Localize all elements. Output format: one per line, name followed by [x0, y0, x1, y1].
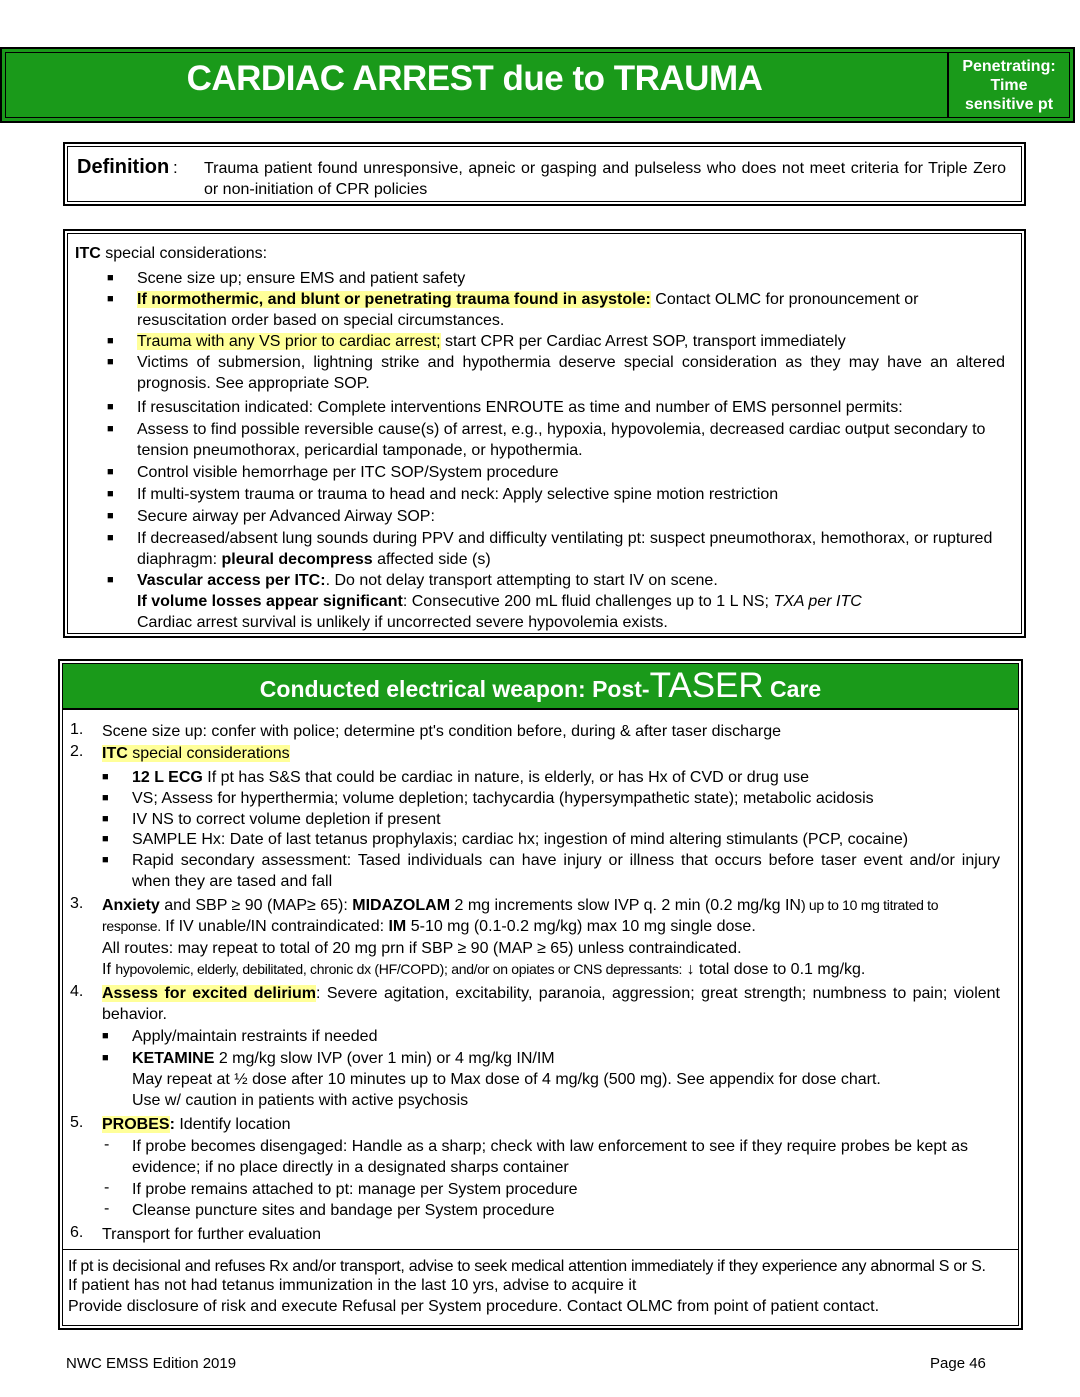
- taser-step-3-l4-b: ↓ total dose to 0.1 mg/kg.: [682, 961, 866, 978]
- taser-step-3-b: 2 mg increments slow IVP q. 2 min (0.2 mg/kg IN: [450, 897, 801, 914]
- probe-item-1: If probe becomes disengaged: Handle as a sharp; check with law enforcement to see if they require probes be kept as evidence; if no place directly in a designated sharps container: [132, 1138, 969, 1176]
- probes-rest: Identify location: [174, 1116, 291, 1133]
- itc-item-11-rest: . Do not delay transport attempting to start IV on scene.: [325, 572, 718, 589]
- dash: -: [104, 1136, 110, 1153]
- taser-step-2-bold: ITC: [102, 745, 128, 762]
- bullet: ■: [107, 335, 114, 347]
- bullet: ■: [107, 272, 114, 284]
- itc-considerations-box: [63, 229, 1026, 638]
- taser-sub-1-bold: 12 L ECG: [132, 769, 203, 786]
- bullet: ■: [107, 423, 114, 435]
- badge-line-1: Penetrating:: [962, 58, 1056, 75]
- taser-care-box: [58, 659, 1023, 1330]
- itc-item-2-bold: If normothermic, and blunt or penetrating trauma found in asystole:: [137, 291, 651, 308]
- itc-item-11-l2-italic: TXA per ITC: [773, 593, 862, 610]
- itc-item-11-l2-rest: : Consecutive 200 mL fluid challenges up to 1 L NS;: [402, 593, 774, 610]
- taser-heading: [63, 664, 1018, 710]
- bullet: ■: [107, 356, 114, 368]
- bullet: ■: [107, 488, 114, 500]
- dash: -: [104, 1179, 110, 1196]
- taser-step-2-rest: special considerations: [127, 745, 290, 762]
- bullet: ■: [107, 510, 114, 522]
- probes-colon: :: [169, 1116, 175, 1133]
- bullet: ■: [102, 813, 109, 825]
- time-sensitive-badge: [947, 53, 1069, 117]
- taser-step-3-l4-a: If: [102, 961, 116, 978]
- itc-item-5: If resuscitation indicated: Complete interventions ENROUTE as time and number of EMS personnel permits:: [137, 399, 903, 416]
- taser-step-2: [102, 743, 1000, 764]
- taser-step-4: [102, 983, 1000, 1025]
- page-header: [0, 47, 1075, 123]
- itc-item-3: [137, 331, 1005, 352]
- refusal-note-1: If pt is decisional and refuses Rx and/or transport, advise to seek medical attention immediately if they experience any abnormal S or S.: [68, 1258, 986, 1275]
- taser-sub-1: [132, 767, 1000, 788]
- itc-heading-bold: ITC: [75, 245, 101, 262]
- itc-heading-rest: special considerations:: [100, 245, 268, 262]
- probe-item-3: Cleanse puncture sites and bandage per System procedure: [132, 1202, 555, 1219]
- dash: -: [104, 1200, 110, 1217]
- bullet: ■: [107, 466, 114, 478]
- bullet: ■: [107, 574, 114, 586]
- bullet: ■: [107, 293, 114, 305]
- taser-step-3-small: ) up to 10 mg titrated to response.: [102, 897, 939, 934]
- bullet: ■: [107, 401, 114, 413]
- bullet: ■: [102, 792, 109, 804]
- itc-item-9: Secure airway per Advanced Airway SOP:: [137, 508, 435, 525]
- bullet: ■: [107, 532, 114, 544]
- badge-line-3: sensitive pt: [964, 96, 1054, 113]
- taser-sub-5: Rapid secondary assessment: Tased individuals can have injury or illness that occurs before taser event and/or injury when they are tased and fall: [132, 852, 1000, 890]
- itc-item-10-text: If decreased/absent lung sounds during PPV and difficulty ventilating pt: suspect pneumothorax, hemothorax, or ruptured diaphragm:: [137, 530, 993, 568]
- taser-step-3-line-4: [102, 959, 1000, 980]
- taser-sub-2: VS; Assess for hyperthermia; volume depletion; tachycardia (hypersympathetic state); metabolic acidosis: [132, 790, 874, 807]
- taser-sub-3: IV NS to correct volume depletion if present: [132, 811, 441, 828]
- taser-step-3-l4-small: hypovolemic, elderly, debilitated, chronic dx (HF/COPD); and/or on opiates or CNS depressants:: [115, 961, 683, 977]
- bullet: ■: [102, 1052, 109, 1064]
- step-number-3: 3.: [70, 895, 84, 912]
- itc-item-8: If multi-system trauma or trauma to head and neck: Apply selective spine motion restriction: [137, 486, 779, 503]
- taser-step-3-para: [102, 895, 1000, 937]
- ketamine-line-1: [132, 1048, 1000, 1069]
- itc-item-7: Control visible hemorrhage per ITC SOP/System procedure: [137, 464, 559, 481]
- definition-colon: :: [173, 158, 178, 177]
- itc-item-10-rest: affected side (s): [372, 551, 491, 568]
- definition-text: Trauma patient found unresponsive, apneic or gasping and pulseless who does not meet criteria for Triple Zero or non-initiation of CPR policies: [204, 160, 1006, 198]
- itc-item-11: [137, 570, 1005, 633]
- ketamine-line-3: Use w/ caution in patients with active psychosis: [132, 1092, 469, 1109]
- page-title: CARDIAC ARREST due to TRAUMA: [186, 59, 763, 98]
- taser-step-3-bold-1: Anxiety: [102, 897, 160, 914]
- badge-line-2: Time: [990, 77, 1028, 94]
- itc-item-3-rest: start CPR per Cardiac Arrest SOP, transport immediately: [440, 333, 846, 350]
- itc-item-6: Assess to find possible reversible cause(s) of arrest, e.g., hypoxia, hypovolemia, decreased cardiac output secondary to tension pneumothorax, pericardial tamponade, or hypothermia.: [137, 421, 986, 459]
- itc-item-11-line-2: [137, 591, 1005, 612]
- taser-step-5: [102, 1114, 1000, 1135]
- ketamine-bold: KETAMINE: [132, 1050, 215, 1067]
- itc-item-2-rest: Contact OLMC for pronouncement or resuscitation order based on special circumstances.: [137, 291, 919, 329]
- taser-step-3-c: If IV unable/IN contraindicated:: [160, 918, 389, 935]
- probe-item-2: If probe remains attached to pt: manage per System procedure: [132, 1181, 578, 1198]
- taser-step-4-sub-1: Apply/maintain restraints if needed: [132, 1028, 378, 1045]
- itc-item-1: Scene size up; ensure EMS and patient safety: [137, 270, 466, 287]
- definition-box: [63, 142, 1026, 206]
- itc-heading: [75, 245, 267, 263]
- section-divider: [63, 1249, 1018, 1250]
- taser-sub-4: SAMPLE Hx: Date of last tetanus prophylaxis; cardiac hx; ingestion of mind altering stimulants (PCP, cocaine): [132, 831, 909, 848]
- itc-item-10-bold: pleural decompress: [221, 551, 373, 568]
- step-number-4: 4.: [70, 983, 84, 1000]
- ketamine-line-2: May repeat at ½ dose after 10 minutes up to Max dose of 4 mg/kg (500 mg). See appendix for dose chart.: [132, 1071, 881, 1088]
- bullet: ■: [102, 771, 109, 783]
- definition-label: Definition: [77, 156, 170, 178]
- step-number-1: 1.: [70, 721, 84, 738]
- itc-item-2: [137, 289, 1005, 331]
- taser-step-6: Transport for further evaluation: [102, 1226, 322, 1243]
- taser-heading-post: Care: [763, 676, 822, 702]
- taser-step-3-a: and SBP ≥ 90 (MAP≥ 65):: [159, 897, 353, 914]
- probes-highlight: PROBES: [102, 1116, 170, 1133]
- taser-step-1: Scene size up: confer with police; determine pt's condition before, during & after taser discharge: [102, 723, 781, 740]
- taser-step-4-highlight: Assess for excited delirium: [102, 985, 316, 1002]
- itc-item-11-line-1: [137, 570, 1005, 591]
- itc-item-10: [137, 528, 1005, 570]
- taser-sub-1-rest: If pt has S&S that could be cardiac in nature, is elderly, or has Hx of CVD or drug use: [202, 769, 810, 786]
- itc-item-4: Victims of submersion, lightning strike and hypothermia deserve special consideration as they may have an altered prognosis. See appropriate SOP.: [137, 354, 1005, 392]
- itc-item-11-line-3: Cardiac arrest survival is unlikely if uncorrected severe hypovolemia exists.: [137, 614, 668, 631]
- step-number-5: 5.: [70, 1114, 84, 1131]
- edition-label: NWC EMSS Edition 2019: [66, 1355, 237, 1372]
- itc-item-11-bold: Vascular access per ITC:: [137, 572, 326, 589]
- taser-step-4-rest: : Severe agitation, excitability, paranoia, aggression; great strength; numbness to pain; violent behavior.: [102, 985, 1000, 1023]
- itc-item-3-highlight: Trauma with any VS prior to cardiac arrest;: [137, 333, 441, 350]
- refusal-note-3: Provide disclosure of risk and execute Refusal per System procedure. Contact OLMC from point of patient contact.: [68, 1298, 880, 1315]
- taser-step-3-bold-3: IM: [388, 918, 407, 935]
- taser-step-3-bold-2: MIDAZOLAM: [352, 897, 451, 914]
- taser-step-3-line-3: All routes: may repeat to total of 20 mg prn if SBP ≥ 90 (MAP ≥ 65) unless contraindicated.: [102, 940, 742, 957]
- taser-heading-pre: Conducted electrical weapon: Post-: [259, 676, 650, 702]
- step-number-6: 6.: [70, 1224, 84, 1241]
- step-number-2: 2.: [70, 743, 84, 760]
- page-number: Page 46: [930, 1355, 986, 1372]
- bullet: ■: [102, 854, 109, 866]
- refusal-note-2: If patient has not had tetanus immunization in the last 10 yrs, advise to acquire it: [68, 1277, 637, 1294]
- taser-step-3-d: 5-10 mg (0.1-0.2 mg/kg) max 10 mg single dose.: [406, 918, 756, 935]
- bullet: ■: [102, 833, 109, 845]
- taser-step-3: [102, 895, 1000, 980]
- bullet: ■: [102, 1030, 109, 1042]
- ketamine-rest: 2 mg/kg slow IVP (over 1 min) or 4 mg/kg IN/IM: [214, 1050, 555, 1067]
- itc-item-11-l2-bold: If volume losses appear significant: [137, 593, 403, 610]
- taser-step-4-sub-2: [132, 1048, 1000, 1111]
- taser-heading-big: TASER: [649, 666, 764, 705]
